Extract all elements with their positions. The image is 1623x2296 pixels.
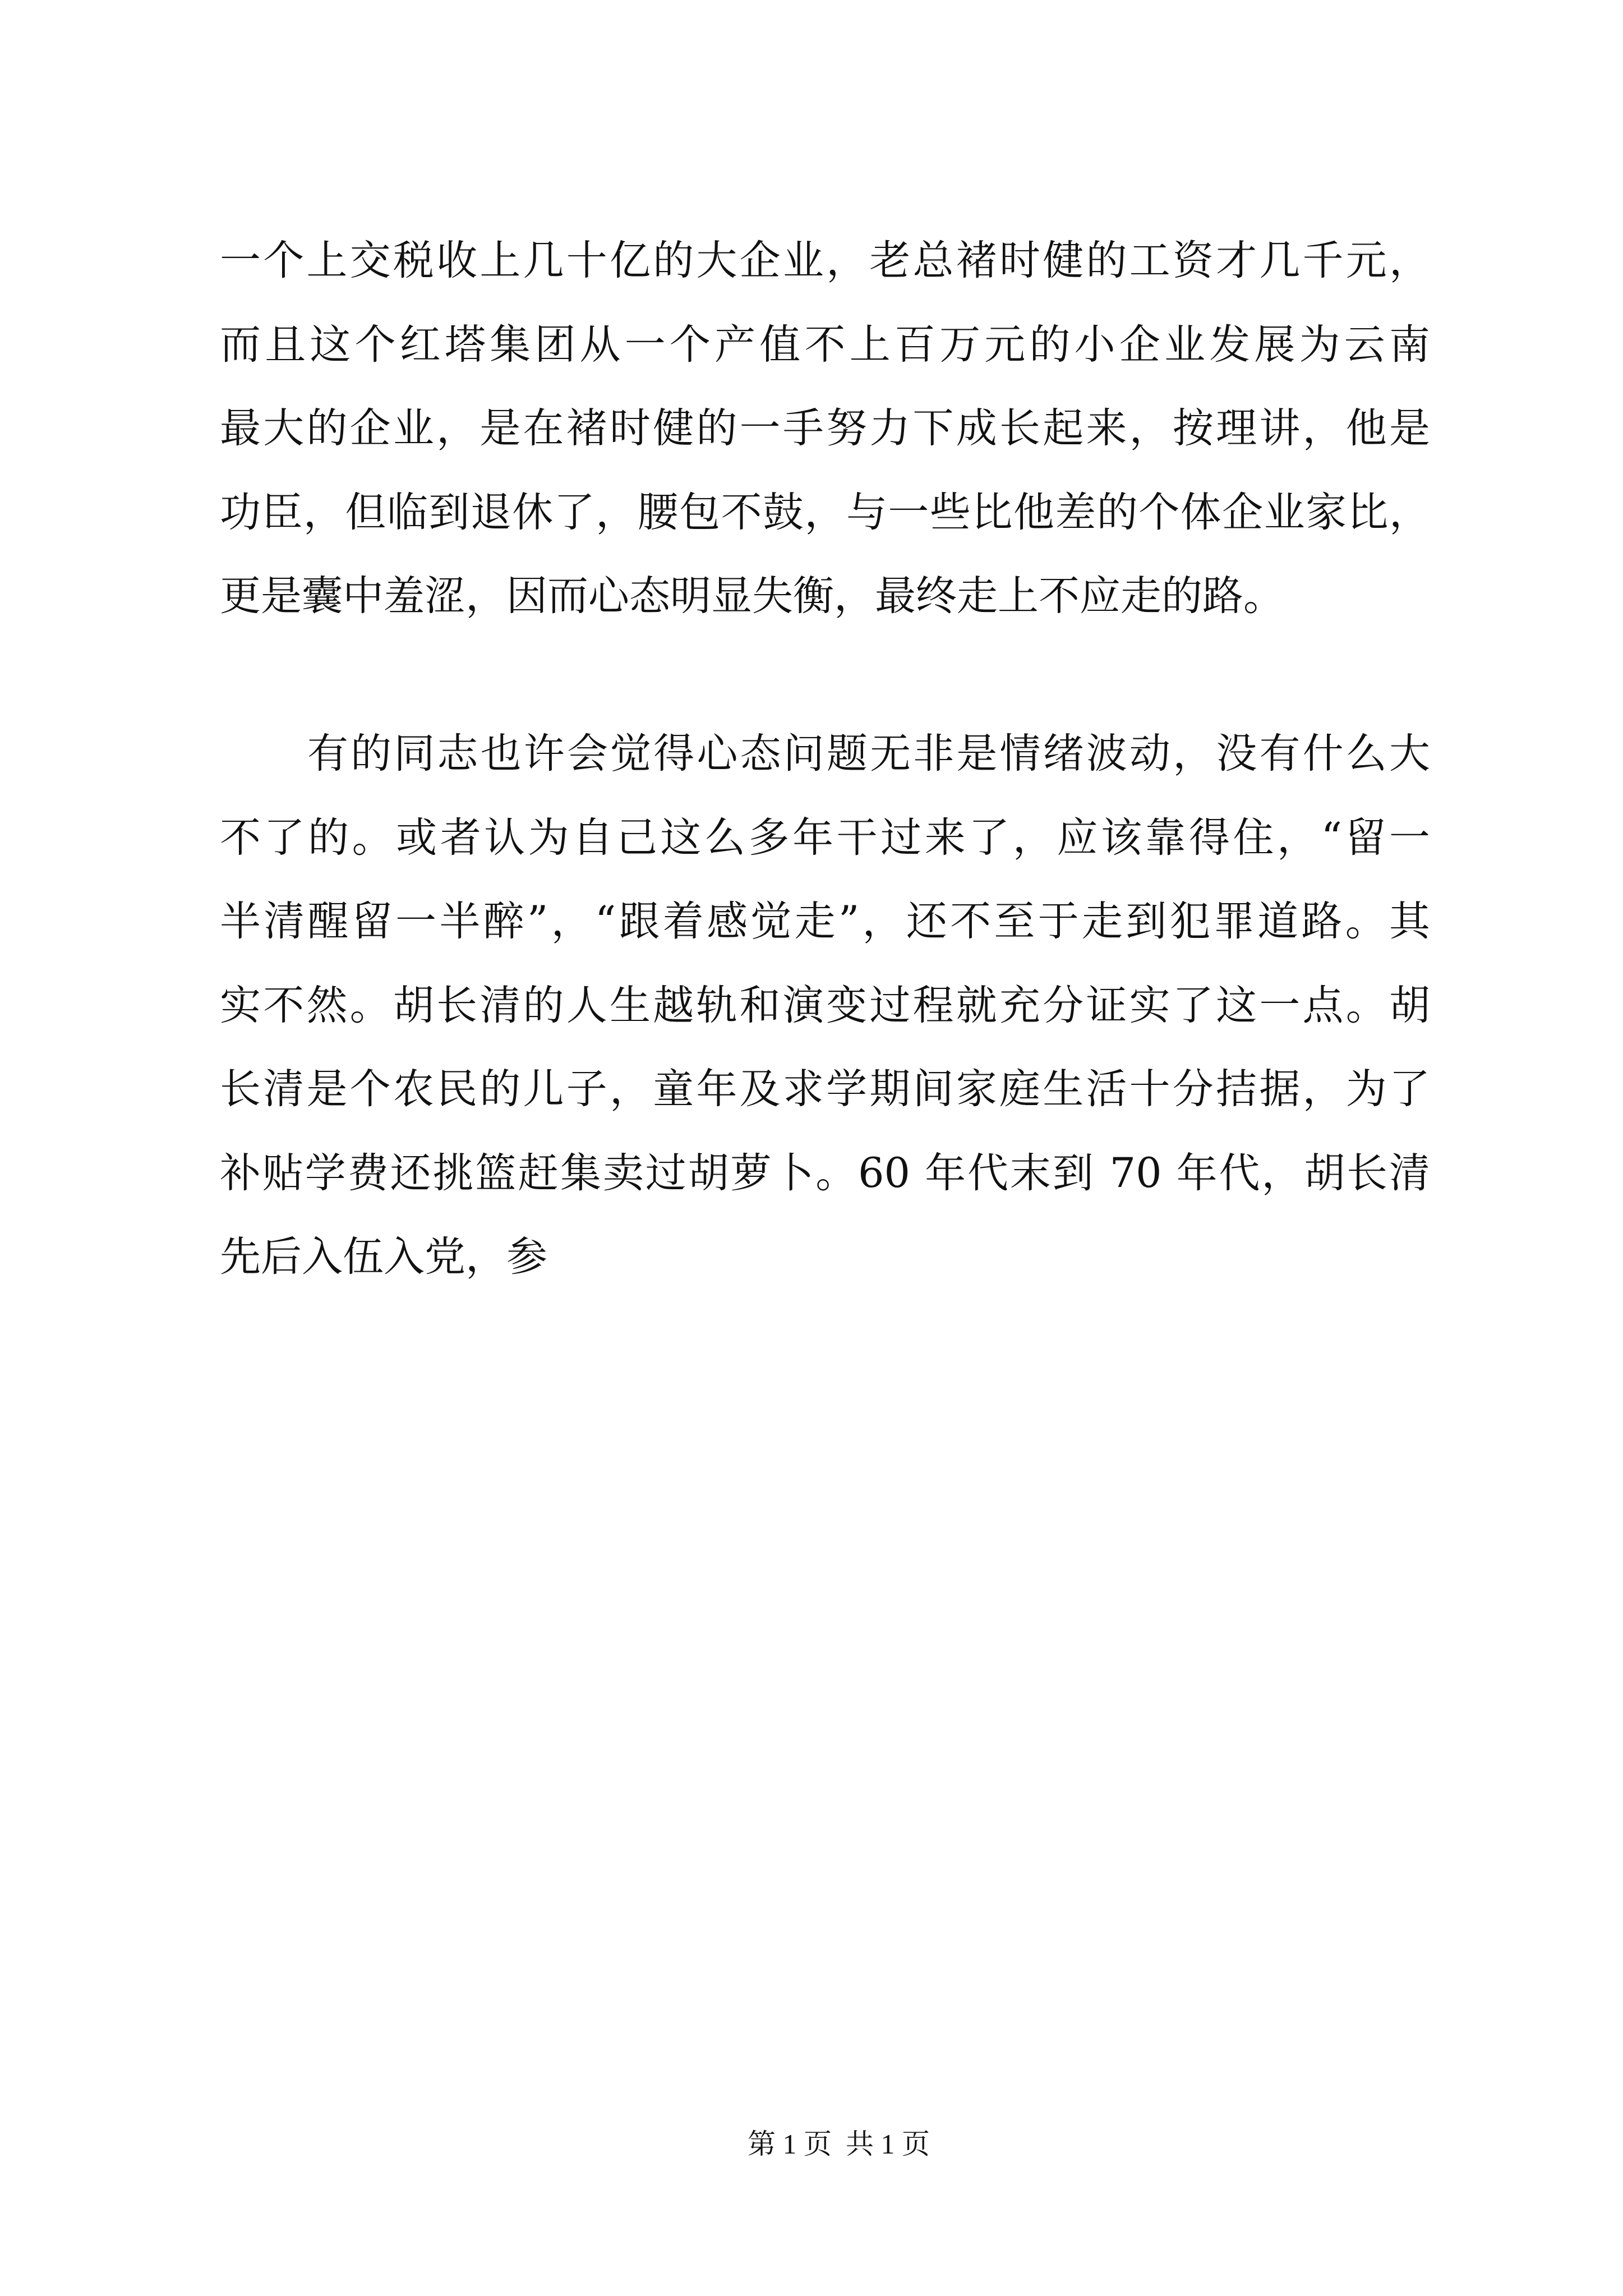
paragraph-line: 有的同志也许会觉得心态问题无非是情绪波动，没有什么大 (307, 730, 1430, 777)
paragraph-line: 功臣，但临到退休了，腰包不鼓，与一些比他差的个体企业家比， (220, 488, 1430, 536)
paragraph-line: 更是囊中羞涩，因而心态明显失衡，最终走上不应走的路。 (220, 572, 1284, 620)
paragraph-line: 最大的企业，是在褚时健的一手努力下成长起来，按理讲，他是 (220, 404, 1430, 452)
paragraph-line: 不了的。或者认为自己这么多年干过来了，应该靠得住，“留一 (220, 813, 1430, 862)
paragraph-2 (220, 712, 1430, 1299)
paragraph-line: 实不然。胡长清的人生越轨和演变过程就充分证实了这一点。胡 (220, 981, 1430, 1029)
paragraph-line: 补贴学费还挑篮赶集卖过胡萝卜。60 年代末到 70 年代，胡长清 (220, 1149, 1430, 1197)
paragraph-line: 一个上交税收上几十亿的大企业，老总褚时健的工资才几千元， (220, 237, 1430, 284)
paragraph-line: 先后入伍入党，参 (220, 1233, 547, 1281)
paragraph-line: 长清是个农民的儿子，童年及求学期间家庭生活十分拮据，为了 (220, 1065, 1430, 1113)
page-footer: 第 1 页 共 1 页 (748, 2128, 930, 2160)
paragraph-line: 而且这个红塔集团从一个产值不上百万元的小企业发展为云南 (220, 320, 1430, 369)
paragraph-1 (220, 219, 1430, 638)
paragraph-line: 半清醒留一半醉”，“跟着感觉走”，还不至于走到犯罪道路。其 (220, 898, 1430, 945)
